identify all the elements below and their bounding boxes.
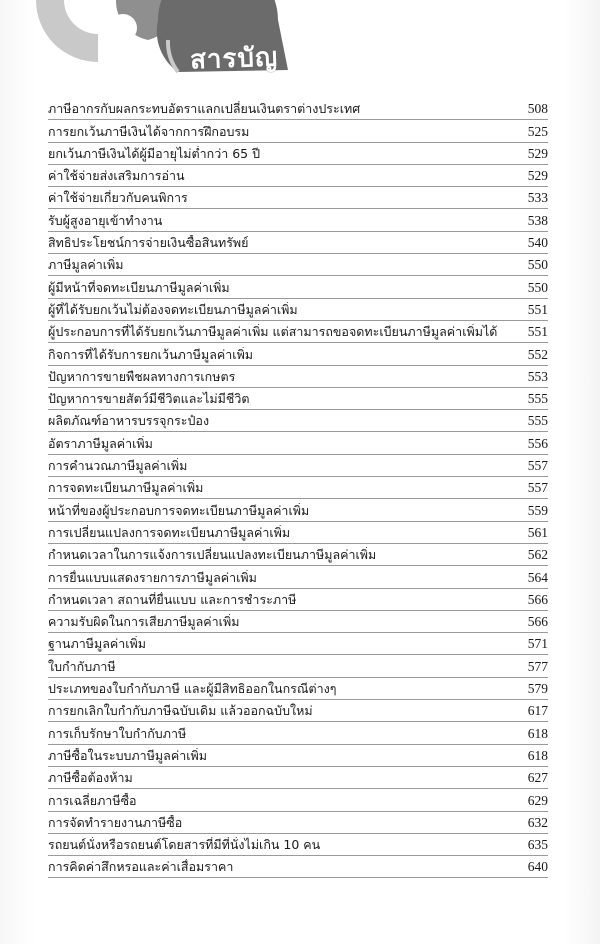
toc-entry-page: 579	[527, 681, 548, 697]
toc-entry-page: 635	[527, 837, 548, 853]
toc-entry-page: 529	[527, 145, 548, 161]
toc-entry-title: ค่าใช้จ่ายส่งเสริมการอ่าน	[48, 168, 185, 184]
toc-row	[48, 276, 548, 298]
toc-entry-page: 632	[527, 814, 548, 830]
toc-entry-page: 550	[527, 257, 548, 273]
toc-row	[48, 589, 548, 611]
toc-entry-page: 551	[527, 301, 548, 317]
toc-row	[48, 767, 548, 789]
toc-entry-page: 618	[527, 725, 548, 741]
toc-entry-page: 561	[527, 524, 548, 540]
toc-entry-page: 617	[527, 703, 548, 719]
toc-row	[48, 232, 548, 254]
toc-entry-page: 564	[527, 569, 548, 585]
toc-entry-title: ภาษีซื้อต้องห้าม	[48, 770, 133, 786]
table-of-contents	[48, 98, 548, 878]
toc-row	[48, 856, 548, 878]
toc-entry-title: ใบกำกับภาษี	[48, 658, 116, 674]
header-shape-left	[36, 0, 98, 62]
toc-row	[48, 678, 548, 700]
toc-row	[48, 120, 548, 142]
toc-entry-title: การยกเลิกใบกำกับภาษีฉบับเดิม แล้วออกฉบับใหม่	[48, 703, 313, 719]
toc-entry-title: รับผู้สูงอายุเข้าทำงาน	[48, 212, 163, 228]
toc-entry-title: การจดทะเบียนภาษีมูลค่าเพิ่ม	[48, 480, 204, 496]
toc-entry-page: 533	[527, 190, 548, 206]
toc-entry-page: 552	[527, 346, 548, 362]
toc-row	[48, 187, 548, 209]
toc-entry-page: 538	[527, 212, 548, 228]
toc-entry-page: 540	[527, 235, 548, 251]
toc-row	[48, 299, 548, 321]
toc-row	[48, 366, 548, 388]
toc-entry-title: รถยนต์นั่งหรือรถยนต์โดยสารที่มีที่นั่งไม่เกิน 10 คน	[48, 837, 321, 853]
toc-row	[48, 700, 548, 722]
toc-entry-title: ความรับผิดในการเสียภาษีมูลค่าเพิ่ม	[48, 614, 240, 630]
toc-entry-page: 555	[527, 413, 548, 429]
toc-entry-page: 562	[527, 547, 548, 563]
toc-row	[48, 789, 548, 811]
toc-entry-title: ปัญหาการขายพืชผลทางการเกษตร	[48, 368, 236, 384]
toc-entry-title: สิทธิประโยชน์การจ่ายเงินซื้อสินทรัพย์	[48, 235, 249, 251]
toc-entry-title: ฐานภาษีมูลค่าเพิ่ม	[48, 636, 146, 652]
toc-row	[48, 633, 548, 655]
toc-row	[48, 566, 548, 588]
toc-row	[48, 209, 548, 231]
toc-row	[48, 455, 548, 477]
toc-entry-page: 555	[527, 391, 548, 407]
toc-row	[48, 143, 548, 165]
toc-entry-title: ผู้ที่ได้รับยกเว้นไม่ต้องจดทะเบียนภาษีมูลค่าเพิ่ม	[48, 301, 298, 317]
toc-row	[48, 499, 548, 521]
toc-entry-title: ผู้ประกอบการที่ได้รับยกเว้นภาษีมูลค่าเพิ่ม แต่สามารถขอจดทะเบียนภาษีมูลค่าเพิ่มได้	[48, 324, 498, 340]
toc-entry-page: 566	[527, 614, 548, 630]
toc-row	[48, 544, 548, 566]
toc-row	[48, 745, 548, 767]
toc-entry-page: 508	[527, 101, 548, 117]
toc-row	[48, 834, 548, 856]
toc-entry-page: 550	[527, 279, 548, 295]
toc-entry-title: การเฉลี่ยภาษีซื้อ	[48, 792, 137, 808]
toc-entry-title: การคิดค่าสึกหรอและค่าเสื่อมราคา	[48, 859, 234, 875]
toc-row	[48, 611, 548, 633]
toc-entry-title: ผู้มีหน้าที่จดทะเบียนภาษีมูลค่าเพิ่ม	[48, 279, 230, 295]
toc-entry-page: 627	[527, 770, 548, 786]
toc-row	[48, 321, 548, 343]
toc-entry-title: การคำนวณภาษีมูลค่าเพิ่ม	[48, 458, 188, 474]
toc-row	[48, 254, 548, 276]
toc-entry-title: ปัญหาการขายสัตว์มีชีวิตและไม่มีชีวิต	[48, 391, 250, 407]
toc-entry-title: อัตราภาษีมูลค่าเพิ่ม	[48, 435, 153, 451]
toc-entry-page: 629	[527, 792, 548, 808]
toc-entry-page: 618	[527, 747, 548, 763]
toc-entry-page: 577	[527, 658, 548, 674]
toc-row	[48, 432, 548, 454]
toc-row	[48, 812, 548, 834]
toc-row	[48, 98, 548, 120]
toc-entry-title: กำหนดเวลาในการแจ้งการเปลี่ยนแปลงทะเบียนภาษีมูลค่าเพิ่ม	[48, 547, 377, 563]
toc-entry-title: การเก็บรักษาใบกำกับภาษี	[48, 725, 187, 741]
toc-entry-title: ภาษีซื้อในระบบภาษีมูลค่าเพิ่ม	[48, 747, 207, 763]
toc-entry-title: ภาษีมูลค่าเพิ่ม	[48, 257, 124, 273]
toc-entry-page: 571	[527, 636, 548, 652]
toc-entry-title: กิจการที่ได้รับการยกเว้นภาษีมูลค่าเพิ่ม	[48, 346, 254, 362]
toc-entry-title: ภาษีอากรกับผลกระทบอัตราแลกเปลี่ยนเงินตราต่างประเทศ	[48, 101, 361, 117]
toc-entry-page: 559	[527, 502, 548, 518]
toc-row	[48, 477, 548, 499]
toc-entry-title: ยกเว้นภาษีเงินได้ผู้มีอายุไม่ต่ำกว่า 65 ปี	[48, 145, 261, 161]
toc-entry-title: ประเภทของใบกำกับภาษี และผู้มีสิทธิออกในกรณีต่างๆ	[48, 681, 337, 697]
toc-entry-page: 557	[527, 480, 548, 496]
toc-entry-title: กำหนดเวลา สถานที่ยื่นแบบ และการชำระภาษี	[48, 591, 297, 607]
toc-row	[48, 655, 548, 677]
toc-entry-page: 529	[527, 168, 548, 184]
toc-entry-page: 566	[527, 591, 548, 607]
toc-entry-title: การเปลี่ยนแปลงการจดทะเบียนภาษีมูลค่าเพิ่ม	[48, 524, 291, 540]
toc-entry-page: 551	[527, 324, 548, 340]
toc-entry-page: 556	[527, 435, 548, 451]
toc-row	[48, 388, 548, 410]
toc-entry-page: 640	[527, 859, 548, 875]
toc-row	[48, 165, 548, 187]
toc-entry-title: การจัดทำรายงานภาษีซื้อ	[48, 814, 183, 830]
toc-entry-title: การยื่นแบบแสดงรายการภาษีมูลค่าเพิ่ม	[48, 569, 257, 585]
toc-row	[48, 410, 548, 432]
toc-entry-title: หน้าที่ของผู้ประกอบการจดทะเบียนภาษีมูลค่าเพิ่ม	[48, 502, 310, 518]
page-title: สารบัญ	[189, 42, 279, 76]
toc-entry-page: 557	[527, 458, 548, 474]
toc-row	[48, 343, 548, 365]
toc-entry-title: ค่าใช้จ่ายเกี่ยวกับคนพิการ	[48, 190, 188, 206]
toc-entry-title: ผลิตภัณฑ์อาหารบรรจุกระป๋อง	[48, 413, 210, 429]
toc-entry-title: การยกเว้นภาษีเงินได้จากการฝึกอบรม	[48, 123, 250, 139]
toc-entry-page: 525	[527, 123, 548, 139]
toc-row	[48, 522, 548, 544]
toc-row	[48, 722, 548, 744]
toc-entry-page: 553	[527, 368, 548, 384]
